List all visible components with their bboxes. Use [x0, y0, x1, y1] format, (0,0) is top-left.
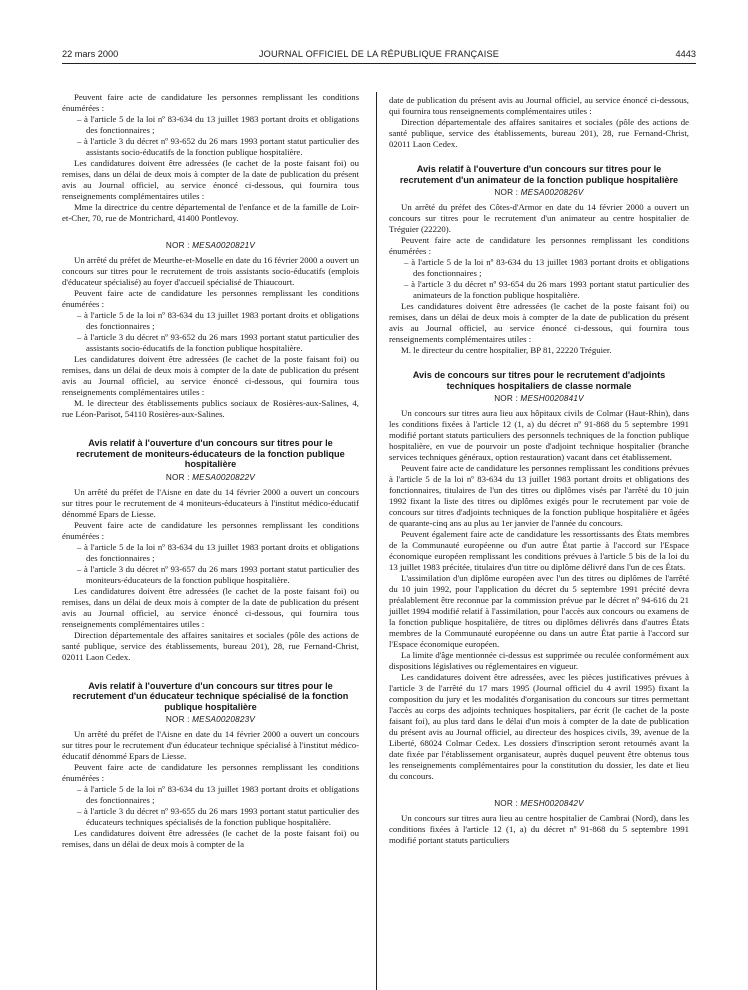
paragraph: Direction départementale des affaires sanitaires et sociales (pôle des actions de santé publique, service des établissements, bureau 201), 28, rue Fernand-Christ, 02011 Laon Cedex.	[62, 629, 359, 662]
nor-code: MESH0020841V	[520, 394, 584, 403]
nor-reference	[389, 393, 689, 404]
nor-reference	[389, 798, 689, 809]
nor-reference	[62, 472, 359, 483]
page-header	[62, 49, 696, 63]
paragraph: date de publication du présent avis au Journal officiel, au service énoncé ci-dessous, qui fournira tous renseignements complémentaires utiles :	[389, 95, 689, 116]
nor-code: MESA0020821V	[192, 241, 256, 250]
nor-reference	[62, 240, 359, 251]
list-item: – à l'article 3 du décret nº 93-654 du 26 mars 1993 portant statut particulier des animateurs de la fonction publique hospitalière.	[389, 279, 689, 301]
paragraph: Les candidatures doivent être adressées (le cachet de la poste faisant foi) ou remises, dans un délai de deux mois à compter de la date de publication du présent avis au Journal officiel, au service énoncé ci-dessous, qui fournira tous renseignements complémentaires utiles :	[62, 354, 359, 397]
paragraph: Peuvent faire acte de candidature les personnes remplissant les conditions énumérées :	[62, 762, 359, 783]
nor-reference	[62, 714, 359, 725]
conditions-list	[389, 257, 689, 301]
conditions-list	[62, 542, 359, 586]
page-number: 4443	[675, 49, 696, 59]
paragraph: Peuvent faire acte de candidature les personnes remplissant les conditions énumérées :	[62, 92, 359, 113]
conditions-list	[62, 784, 359, 828]
list-item: – à l'article 3 du décret nº 93-652 du 26 mars 1993 portant statut particulier des assistants socio-éducatifs de la fonction publique hospitalière.	[62, 136, 359, 158]
left-column	[62, 92, 359, 850]
paragraph: La limite d'âge mentionnée ci-dessus est supprimée ou reculée conformément aux dispositions législatives ou réglementaires en vigueur.	[389, 650, 689, 671]
paragraph: Les candidatures doivent être adressées, avec les pièces justificatives prévues à l'article 3 de l'arrêté du 17 mars 1995 (Journal officiel du 4 avril 1995) fixant la composition du jury et les modalités d'organisation du concours sur titres permettant l'accès au corps des adjoints techniques hospitaliers, par écrit (le cachet de la poste faisant foi), au plus tard dans le délai d'un mois à compter de la date de publication du présent avis au Journal officiel, au directeur des hospices civils, 39, avenue de la Liberté, 68024 Colmar Cedex. Les dossiers d'inscription seront retournés avant la date fixée par l'établissement organisateur, auprès duquel peuvent être obtenus tous les renseignements complémentaires pour la constitution du dossier, les date et lieu du concours.	[389, 672, 689, 781]
right-column	[389, 95, 689, 846]
notice-heading: Avis de concours sur titres pour le recrutement d'adjoints techniques hospitaliers de classe normale	[412, 370, 666, 391]
paragraph: Les candidatures doivent être adressées (le cachet de la poste faisant foi) ou remises, dans un délai de deux mois à compter de la	[62, 828, 359, 849]
paragraph: Peuvent également faire acte de candidature les ressortissants des États membres de la Communauté européenne ou d'un autre État partie à l'accord sur l'Espace économique européen remplissant les conditions prévues à l'article 5 bis de la loi du 13 juillet 1983 précitée, titulaires d'un titre ou diplôme délivré dans l'un de ces États.	[389, 529, 689, 572]
nor-label: NOR :	[165, 715, 190, 724]
conditions-list	[62, 114, 359, 158]
nor-label: NOR :	[165, 472, 190, 482]
paragraph: Un arrêté du préfet de l'Aisne en date du 14 février 2000 a ouvert un concours sur titres pour le recrutement de 4 moniteurs-éducateurs à l'institut médico-éducatif dénommé Epars de Liesse.	[62, 486, 359, 519]
list-item: – à l'article 5 de la loi nº 83-634 du 13 juillet 1983 portant droits et obligations des fonctionnaires ;	[62, 542, 359, 564]
paragraph: Un concours sur titres aura lieu au centre hospitalier de Cambrai (Nord), dans les conditions fixées à l'article 12 (1, a) du décret nº 91-868 du 5 septembre 1991 modifié portant statuts particuliers	[389, 813, 689, 845]
list-item: – à l'article 5 de la loi nº 83-634 du 13 juillet 1983 portant droits et obligations des fonctionnaires ;	[389, 257, 689, 279]
paragraph: Peuvent faire acte de candidature les personnes remplissant les conditions énumérées :	[62, 288, 359, 309]
nor-code: MESA0020826V	[520, 188, 584, 197]
nor-label: NOR :	[494, 394, 518, 403]
notice-heading: Avis relatif à l'ouverture d'un concours sur titres pour le recrutement d'un animateur de la fonction publique hospitalière	[399, 164, 679, 185]
paragraph: Peuvent faire acte de candidature les personnes remplissant les conditions énumérées :	[389, 235, 689, 256]
nor-label: NOR :	[494, 188, 519, 197]
list-item: – à l'article 5 de la loi nº 83-634 du 13 juillet 1983 portant droits et obligations des fonctionnaires ;	[62, 784, 359, 806]
nor-code: MESH0020842V	[520, 799, 584, 808]
list-item: – à l'article 5 de la loi nº 83-634 du 13 juillet 1983 portant droits et obligations des fonctionnaires ;	[62, 114, 359, 136]
notice-heading: Avis relatif à l'ouverture d'un concours sur titres pour le recrutement de moniteurs-éducateurs de la fonction publique hospitalière	[76, 438, 345, 469]
paragraph: M. le directeur du centre hospitalier, BP 81, 22220 Tréguier.	[401, 345, 612, 355]
nor-label: NOR :	[494, 799, 518, 808]
issue-date: 22 mars 2000	[62, 49, 119, 59]
paragraph: Un arrêté du préfet de l'Aisne en date du 14 février 2000 a ouvert un concours sur titres pour le recrutement d'un éducateur technique spécialisé à l'institut médico-éducatif dénommé Epars de Liesse.	[62, 729, 359, 761]
paragraph: Un concours sur titres aura lieu aux hôpitaux civils de Colmar (Haut-Rhin), dans les conditions fixées à l'article 12 (1, a) du décret nº 91-868 du 5 septembre 1991 modifié portant statuts particuliers des personnels techniques de la fonction publique hospitalière, en vue de pourvoir un poste d'adjoint technique hospitalier (branche services techniques généraux, option restauration) vacant dans cet établissement.	[389, 408, 689, 462]
paragraph: M. le directeur des établissements publics sociaux de Rosières-aux-Salines, 4, rue Léon-Parisot, 54110 Rosières-aux-Salines.	[62, 398, 359, 419]
paragraph: Un arrêté du préfet de Meurthe-et-Moselle en date du 16 février 2000 a ouvert un concours sur titres pour le recrutement de trois assistants socio-éducatifs (emplois d'éducateur spécialisé) au foyer d'accueil spécialisé de Thiaucourt.	[62, 255, 359, 287]
nor-label: NOR :	[165, 241, 190, 250]
list-item: – à l'article 3 du décret nº 93-655 du 26 mars 1993 portant statut particulier des éducateurs techniques spécialisés de la fonction publique hospitalière.	[62, 806, 359, 828]
paragraph: Peuvent faire acte de candidature les personnes remplissant les conditions énumérées :	[62, 519, 359, 541]
conditions-list	[62, 310, 359, 354]
paragraph: Peuvent faire acte de candidature les personnes remplissant les conditions prévues à l'article 5 de la loi nº 83-634 du 13 juillet 1983 portant droits et obligations des fonctionnaires, titulaires de l'un des titres ou diplômes visés par l'arrêté du 10 juin 1992 fixant la liste des titres ou diplômes exigés pour le recrutement par voie de concours sur titres d'adjoints techniques de la fonction publique hospitalière et âgées de quarante-cinq ans au plus au 1er janvier de l'année du concours.	[389, 463, 689, 528]
list-item: – à l'article 5 de la loi nº 83-634 du 13 juillet 1983 portant droits et obligations des fonctionnaires ;	[62, 310, 359, 332]
nor-code: MESA0020823V	[192, 715, 256, 724]
nor-reference	[389, 187, 689, 198]
paragraph: Direction départementale des affaires sanitaires et sociales (pôle des actions de santé publique, service des établissements, bureau 201), 28, rue Fernand-Christ, 02011 Laon Cedex.	[389, 117, 689, 149]
list-item: – à l'article 3 du décret nº 93-652 du 26 mars 1993 portant statut particulier des assistants socio-éducatifs de la fonction publique hospitalière.	[62, 332, 359, 354]
paragraph: Les candidatures doivent être adressées (le cachet de la poste faisant foi) ou remises, dans un délai de deux mois à compter de la date de publication du présent avis au Journal officiel, au service énoncé ci-dessous, qui fournira tous renseignements complémentaires utiles :	[62, 158, 359, 201]
paragraph: Les candidatures doivent être adressées (le cachet de la poste faisant foi) ou remises, dans un délai de deux mois à compter de la date de publication du présent avis au Journal officiel, au service énoncé ci-dessous, qui fournira tous renseignements complémentaires utiles :	[389, 301, 689, 344]
paragraph: Mme la directrice du centre départemental de l'enfance et de la famille de Loir-et-Cher, 70, rue de Montrichard, 41400 Pontlevoy.	[62, 202, 359, 223]
nor-code: MESA0020822V	[192, 472, 256, 482]
paragraph: L'assimilation d'un diplôme européen avec l'un des titres ou diplômes de l'arrêté du 10 juin 1992, pour l'application du décret du 5 septembre 1991 précité devra préalablement être reconnue par la commission prévue par le décret nº 94-616 du 21 juillet 1994 modifié relatif à l'assimilation, pour l'accès aux concours ou examens de la fonction publique hospitalière, de titres ou diplômes délivrés dans d'autres États membres de la Communauté européenne ou dans un autre État partie à l'accord sur l'Espace économique européen.	[389, 573, 689, 649]
paragraph: Les candidatures doivent être adressées (le cachet de la poste faisant foi) ou remises, dans un délai de deux mois à compter de la date de publication du présent avis au Journal officiel, au service énoncé ci-dessous, qui fournira tous renseignements complémentaires utiles :	[62, 585, 359, 629]
column-divider	[376, 92, 377, 990]
journal-title: JOURNAL OFFICIEL DE LA RÉPUBLIQUE FRANÇAISE	[258, 49, 500, 59]
list-item: – à l'article 3 du décret nº 93-657 du 26 mars 1993 portant statut particulier des moniteurs-éducateurs de la fonction publique hospitalière.	[62, 564, 359, 586]
header-rule	[62, 63, 696, 64]
notice-heading: Avis relatif à l'ouverture d'un concours sur titres pour le recrutement d'un éducateur technique spécialisé de la fonction publique hospitalière	[72, 680, 349, 712]
paragraph: Un arrêté du préfet des Côtes-d'Armor en date du 14 février 2000 a ouvert un concours sur titres pour le recrutement d'un animateur au centre hospitalier de Tréguier (22220).	[389, 202, 689, 234]
